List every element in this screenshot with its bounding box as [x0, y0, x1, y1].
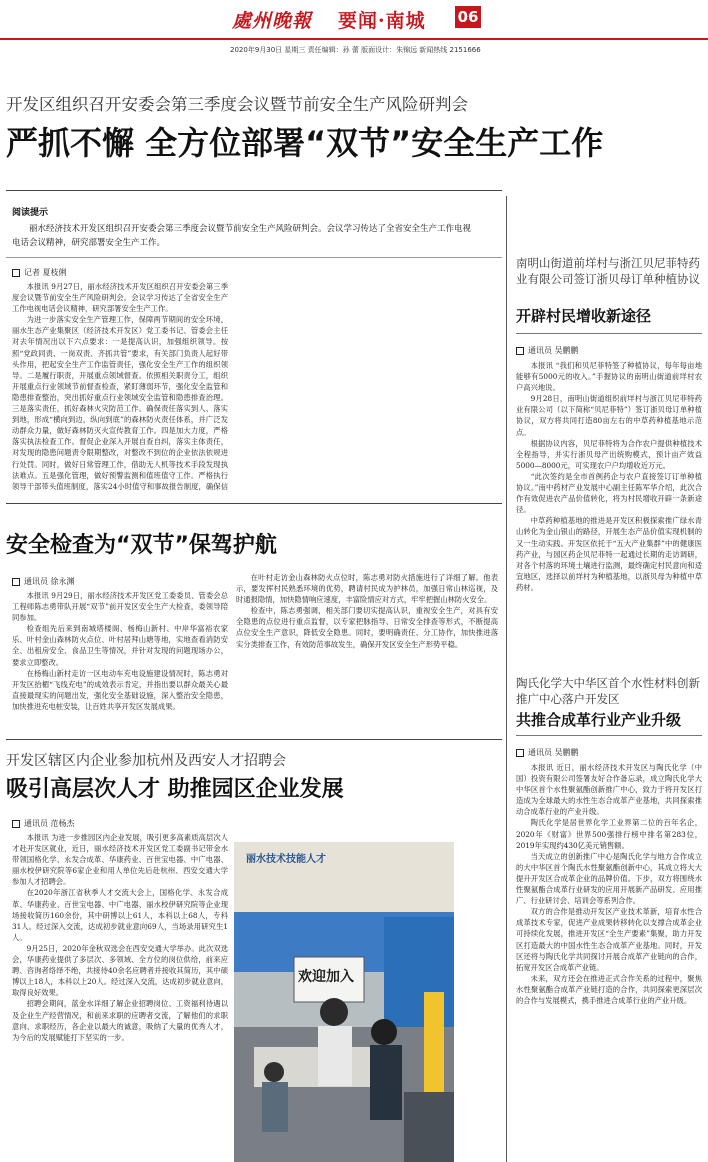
story3-paragraph: 招聘会期间，蓝金水详细了解企业招聘岗位、工资福利待遇以及企业生产经营情况，和前来求职的应聘者交流，了解他们的求职意向、求职经历，各企业以最大的诚意，吸纳了大量的优秀人才，为今后的发展赋能打下坚实的一步。 [12, 999, 228, 1042]
story5-paragraph: 本报讯 近日，丽水经济技术开发区与陶氏化学（中国）投资有限公司签署友好合作备忘录，成立陶氏化学大中华区首个水性聚氨酯创新推广中心，致力于将开发区打造成为全球最大的水性生态合成革产业基地，共同探索推动合成革行业的产业升级。 [516, 763, 702, 817]
lead-body-col1 [12, 281, 228, 491]
masthead [0, 0, 708, 42]
story5-paragraph: 陶氏化学是居世界化学工业界第二位的百年名企，2020年《财富》世界500强排行榜中排名第283位，2019年实现约430亿美元销售额。 [516, 818, 702, 850]
story2-paragraph: 本报讯 9月29日，丽水经济技术开发区党工委委员、管委会总工程师陈志勇带队开展“双节”前开发区安全生产大检查，委领导陪同参加。 [12, 591, 228, 623]
lead-divider [6, 190, 502, 191]
reading-tip-label: 阅读提示 [12, 208, 49, 218]
story5-body [516, 762, 702, 1160]
page-number-badge: 06 [455, 6, 481, 28]
masthead-divider [0, 38, 708, 40]
story5-paragraph: 当天成立的创新推广中心是陶氏化学与地方合作成立的大中华区首个陶氏水性聚氨酯创新中心，其成立将大大提升开发区合成革企业的品牌价值。下步，双方将围绕水性聚氨酯合成革行业研发的应用开展新产品研发、应用推广、行业研讨会、培训会等系列合作。 [516, 851, 702, 906]
story2-paragraph: 检查组先后来到南城塔楼阁、杨梅山新村、中岸华富裕农家乐、叶村金山森林防火点位、叶村居拜山塘等地，实地查看消防安全、出租房安全、食品卫生等情况，并针对发现的问题现场办公，要求立即整改。 [12, 624, 228, 667]
lead-kicker: 开发区组织召开安委会第三季度会议暨节前安全生产风险研判会 [6, 95, 468, 114]
story5-byline: 通讯员 吴鹏鹏 [516, 747, 579, 758]
recruitment-fair-photo [234, 842, 454, 1162]
photo-booth-sign: 欢迎加入 [298, 969, 354, 985]
story3-kicker: 开发区辖区内企业参加杭州及西安人才招聘会 [6, 753, 286, 769]
story4-kicker: 南明山街道前垟村与浙江贝尼菲特药业有限公司签订浙贝母订单种植协议 [516, 256, 700, 286]
story4-paragraph: 中草药种植基地的推进是开发区积极探索推广绿水青山转化为金山银山的路径，开展生态产品价值实现机制的又一生动实践。开发区依托于“五大产业集群”中的健康医药产业，与园区药企贝尼菲特一起通过长期的走访调研，对各个村落的环境土壤进行监测，最终确定村民意向和适宜地区，选择以前垟村为种植基地，以浙贝母为种植中草药材。 [516, 516, 702, 592]
story4-paragraph: 根据协议内容，贝尼菲特将为合作农户提供种植技术全程指导，并实行浙贝母产出统购模式，预计亩产效益5000—8000元，可实现农户户均增收近万元。 [516, 438, 702, 470]
photo-illustration [234, 842, 454, 1162]
story3-divider [6, 739, 502, 740]
lead-body-col2 [236, 257, 498, 477]
story5-divider [516, 735, 702, 736]
story4-body [516, 360, 702, 656]
lead-headline: 严抓不懈 全方位部署“双节”安全生产工作 [6, 124, 604, 162]
story2-paragraph: 在杨梅山新村走访一区电动车充电设施建设情况时，陈志勇对开发区抬楣“飞线充电”的成效表示肯定，并指出要以群众最关心最直接最现实的问题出发，强化安全基础设施，深入整治安全隐患，加快推进充电桩安装，让百姓共享开发区发展成果。 [12, 668, 228, 711]
story2-divider [6, 503, 502, 504]
story3-headline: 吸引高层次人才 助推园区企业发展 [6, 777, 344, 802]
story3-byline: 通讯员 范杨杰 [12, 818, 75, 829]
story2-headline: 安全检查为“双节”保驾护航 [6, 533, 277, 558]
story5-kicker: 陶氏化学大中华区首个水性材料创新推广中心落户开发区 [516, 676, 700, 706]
story3-paragraph: 在2020年浙江省秋季人才交流大会上，国格化学、永发合成革、华康药业、百世宝电器、中广电器、丽水校伊研究院等企业现场接收简历160余份，其中研博以上61人，本科以上68人，专科31人。经过深入交流，达成初步就业意向69人，当场录用研究生1人。 [12, 888, 228, 942]
story3-body [12, 832, 228, 1158]
story4-paragraph: 本报讯 “我们和贝尼菲特签了种植协议，每年每亩地能够有5000元的收入。”手握协议的南明山街道前垟村农户高兴地说。 [516, 361, 702, 393]
story4-paragraph: 9月28日，南明山街道组织前垟村与浙江贝尼菲特药业有限公司（以下简称“贝尼菲特”）签订浙贝母订单种植协议，双方将共同打造80亩左右的中草药种植基地示范点。 [516, 394, 702, 437]
story4-divider [516, 333, 702, 334]
story5-paragraph: 未来，双方还会在推进正式合作关系的过程中，聚焦水性聚氨酯合成革产业链打造的合作，共同探索更深层次的合作与发展模式，携手推进合成革行业的产业升级。 [516, 973, 702, 1005]
story2-body-col2 [236, 572, 498, 716]
lead-paragraph: 为进一步落实安全生产管理工作，保障两节期间的安全环境，丽水生态产业集聚区（经济技术开发区）党工委书记、管委会主任对去年情况出以下六点要求：一是提高认识，加强组织领导。按照“党政同责、一岗双责、齐抓共管”要求，有关部门负责人起好带头作用，把起安全生产工作监管责任，强化安全生产工作的组织领导。二是履行职责，开展重点领域督查。依照相关职责分工，组织开展重点行业领域节前督查检查，紧盯薄弱环节，强化安全监管和隐患排查整治，突出抓好重点行业领域安全监管和隐患排查治理。三是落实责任，抓好森林火灾防范工作。确保责任落实到人、落实到地，形成“横向到边，纵向到底”的森林防火责任体系，并广泛发动群众力量，做好森林防灭火宣传教育工作。四是加大力度，严格落实执法检查工作。督促企业深入开展自查自纠，落实主体责任，对发现的隐患问题责令限期整改，对整改不到位的企业依法依规进行处罚。同时，做好日常管理工作，借助无人机等技术手段发现执法难点。五是强化管理，做好预警监测和值班值守工作。严格执行领导干部带头值班制度，落实24小时值守和事故报告制度，确保信 [12, 315, 228, 491]
lead-byline: 记者 夏枝俐 [12, 267, 67, 278]
story5-paragraph: 双方的合作是推动开发区产业技术革新，培育水性合成革技术专家，促进产业成果转移转化以支撑合成革企业可持续化发展，推进开发区“全生产要素”集聚，助力开发区打造最大的中国水性生态合成革产业基地。同时，开发区还将与陶氏化学共同探讨开展合成革产业链向的合作，拓宽开发区合成革产业链。 [516, 907, 702, 972]
newspaper-logo: 處州晚報 [232, 10, 313, 32]
reading-tip-text: 丽水经济技术开发区组织召开安委会第三季度会议暨节前安全生产风险研判会。会议学习传达了全省安全生产工作电视电话会议精神，研究部署安全生产工作。 [12, 224, 472, 248]
story4-paragraph: “此次签约是全市首例药企与农户直接签订订单种植协议。”南中药材产业发展中心副主任陈军华介绍，此次合作有效促进农产品价值转化，将为村民增收开辟一条新途径。 [516, 471, 702, 515]
section-name: 要闻·南城 [338, 10, 426, 32]
story4-byline: 通讯员 吴鹏鹏 [516, 345, 579, 356]
photo-banner-text: 丽水技术技能人才 [246, 854, 326, 865]
story4-headline: 开辟村民增收新途径 [516, 307, 652, 325]
dateline: 2020年9月30日 星期三 责任编辑：孙 蕾 版面设计：朱锦远 新闻热线 2151666 [230, 46, 481, 54]
story5-headline: 共推合成革行业产业升级 [516, 711, 682, 729]
story2-body-col1 [12, 590, 228, 722]
lead-paragraph: 本报讯 9月27日，丽水经济技术开发区组织召开安委会第三季度会议暨节前安全生产风险研判会。会议学习传达了全省安全生产工作电视电话会议精神，研究部署安全生产工作。 [12, 282, 228, 314]
story3-paragraph: 本报讯 为进一步推园区内企业发展，吸引更多高素质高层次人才赴开发区就业，近日，丽水经济技术开发区党工委副书记带金水带领国格化学、永发合成革、华康药业、百世宝电器、中广电器、丽水校伊研究院等6家企业和用人单位先后赴杭州、西安交通大学参加人才招聘会。 [12, 833, 228, 887]
story2-paragraph: 检查中，陈志勇强调，相关部门要切实提高认识，重视安全生产，对具有安全隐患的点位进行重点监督，以专家把脉指导、日常安全排查等形式，不断提高点位安全生产意识，降低安全隐患。同时，要明确责任、分工协作，加快推进落实分类排查工作，有效防范事故发生，确保开发区安全生产形势平稳。 [236, 606, 498, 649]
story2-byline: 通讯员 徐永渊 [12, 576, 75, 587]
column-divider [506, 196, 507, 1162]
story3-paragraph: 9月25日，2020年金秋双选会在西安交通大学举办。此次双选会，华康药业提供了多层次、多领域、全方位的岗位供给，前来应聘、咨询者络绎不绝，共接待40余名应聘者并接收其简历，其中硕博以上18人，本科以上20人。经过深入交流，达成初步就业意向，取得良好效果。 [12, 943, 228, 998]
story2-paragraph: 在叶村走访金山森林防火点位时，陈志勇对防火措施进行了详细了解。他表示，要发挥村民熟悉环境的优势，聘请村民成为护林员，加强日常山林巡视，及时通报隐情，加快隐情响应速度，丰富险情应对方式，牢牢把握山林防火安全。 [236, 573, 498, 605]
